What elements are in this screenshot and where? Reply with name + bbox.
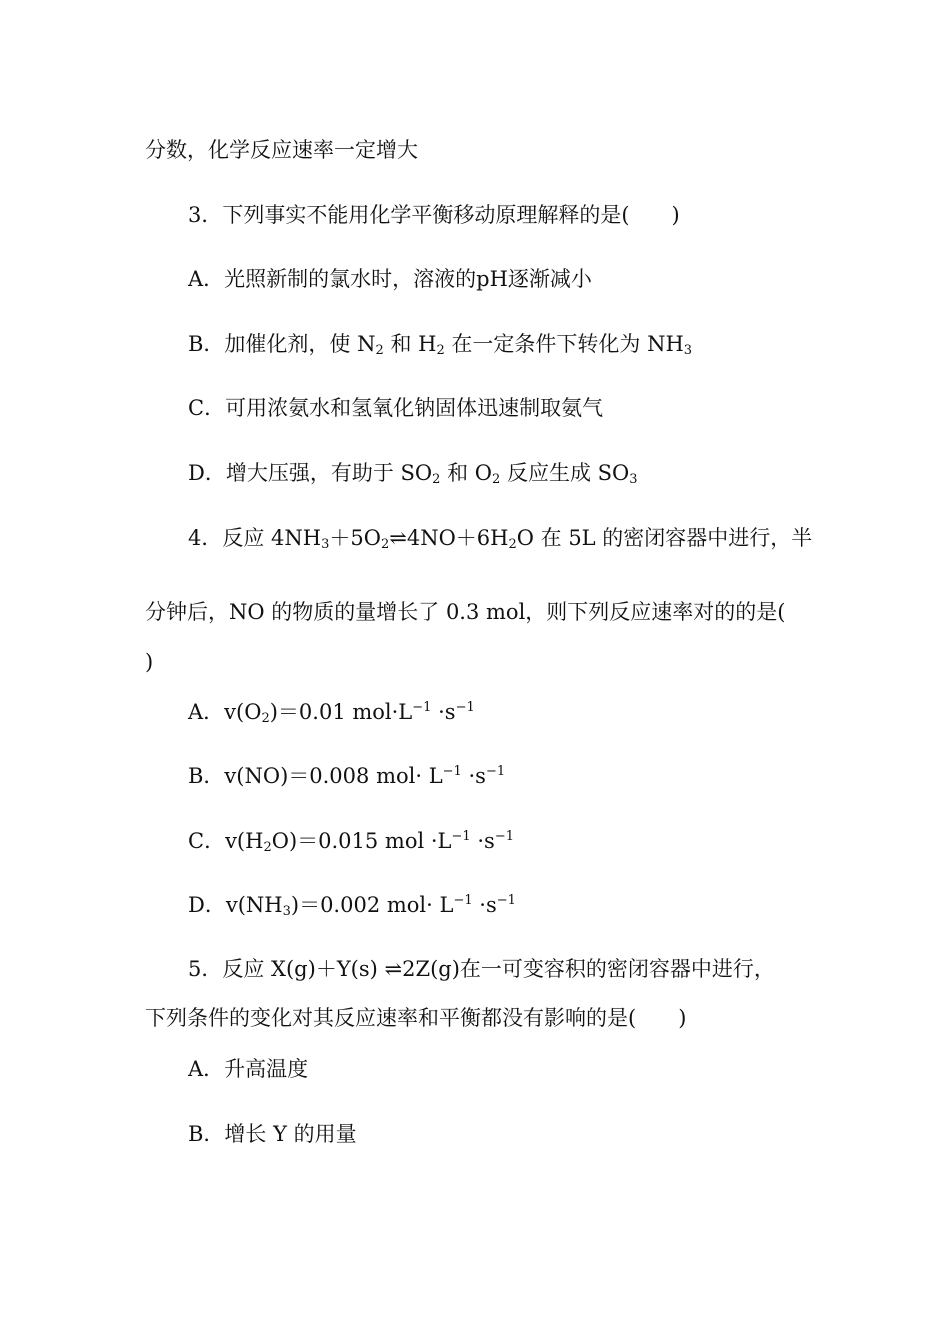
option-3d: D．增大压强，有助于 $SO_2$ 和 $O_2$ 反应生成 $SO_3$ [188,461,638,487]
question-5-cont: 下列条件的变化对其反应速率和平衡都没有影响的是( ) [145,1006,687,1030]
option-4b: B．v(NO)＝0.008 $mol\cdot L^{-1} \cdot s^{-1}$ [188,764,506,788]
option-3b: B．加催化剂，使 $N_2$ 和 $H_2$ 在一定条件下转化为 $NH_3$ [188,332,693,358]
option-5a: A．升高温度 [188,1057,309,1081]
option-3a: A．光照新制的氯水时，溶液的pH逐渐减小 [188,267,592,291]
option-3c: C．可用浓氨水和氢氧化钠固体迅速制取氨气 [188,396,604,420]
question-3: 3．下列事实不能用化学平衡移动原理解释的是( ) [188,203,680,227]
question-4: 4．反应 $4NH_3+5O_2\rightleftharpoons 4NO+6H_2O$ 在 5L 的密闭容器中进行，半 [188,526,813,552]
option-5b: B．增长 Y 的用量 [188,1122,357,1146]
question-4-bracket: ) [145,650,154,674]
option-4a: A．$v(O_2)=0.01$ $mol\cdot L^{-1} \cdot s^{-1}$ [188,700,475,726]
text-line: 分数，化学反应速率一定增大 [145,138,418,162]
question-5: 5．反应 X(g)＋Y(s) ⇌2Z(g)在一可变容积的密闭容器中进行， [188,957,775,981]
option-4c: C．$v(H_2O)=0.015$ mol $\cdot L^{-1} \cdot s^{-1}$ [188,829,514,855]
question-4-cont: 分钟后，NO 的物质的量增长了 0.3 mol，则下列反应速率对的的是( [145,600,786,624]
option-4d: D．$v(NH_3)=0.002$ $mol\cdot L^{-1} \cdot s^{-1}$ [188,893,516,919]
